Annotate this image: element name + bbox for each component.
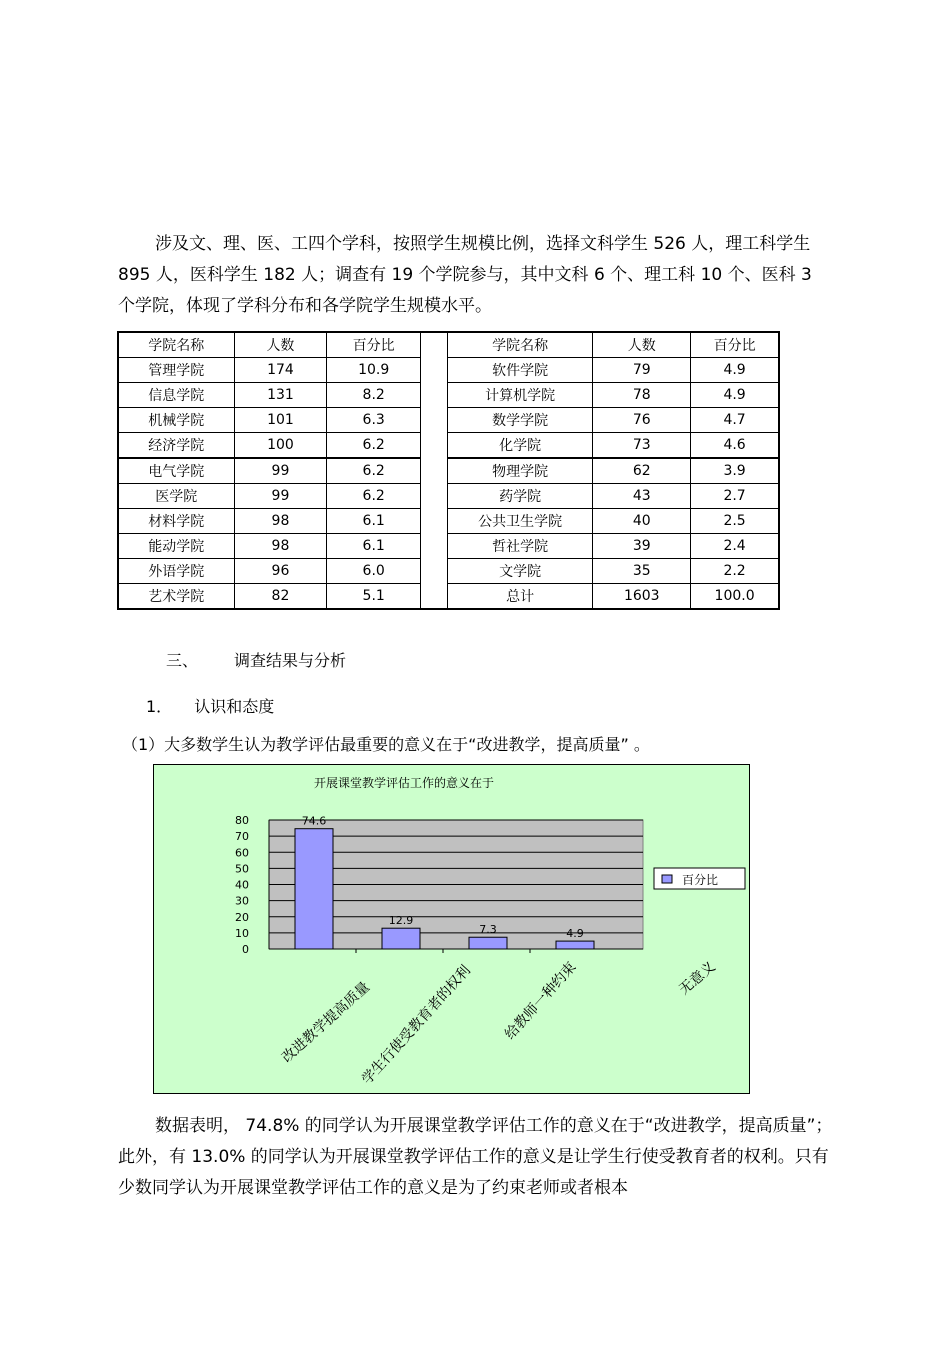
bar: [382, 928, 420, 949]
table-cell: 电气学院: [118, 458, 234, 484]
table-cell: 公共卫生学院: [447, 509, 592, 534]
table-gap: [421, 332, 448, 358]
table-cell: 79: [593, 358, 691, 383]
legend-swatch: [662, 875, 672, 883]
table-cell: 40: [593, 509, 691, 534]
table-cell: 73: [593, 433, 691, 459]
intro-paragraph: [118, 229, 833, 322]
x-category-label: 无意义: [676, 958, 719, 999]
finding-item: （1）大多数学生认为教学评估最重要的意义在于“改进教学，提高质量” 。: [122, 735, 650, 754]
table-cell: 98: [234, 534, 327, 559]
y-tick-label: 50: [235, 862, 249, 876]
table-cell: 39: [593, 534, 691, 559]
y-tick-label: 70: [235, 830, 249, 844]
table-cell: 4.9: [691, 383, 779, 408]
conclusion-paragraph: [118, 1111, 833, 1204]
y-tick-label: 40: [235, 878, 249, 892]
data-label: 12.9: [388, 914, 414, 928]
table-cell: 软件学院: [447, 358, 592, 383]
table-cell: 机械学院: [118, 408, 234, 433]
bar: [469, 937, 507, 949]
chart-canvas: [154, 765, 751, 1095]
conclusion-text: 数据表明， 74.8% 的同学认为开展课堂教学评估工作的意义在于“改进教学，提高质量”；此外，有 13.0% 的同学认为开展课堂教学评估工作的意义是让学生行使受教育者的权利。只有少数同学认为开展课堂教学评估工作的意义是为了约束老师或者根本: [118, 1116, 833, 1198]
table-cell: 6.2: [327, 484, 421, 509]
table-cell: 76: [593, 408, 691, 433]
table-cell: 100: [234, 433, 327, 459]
table-cell: 2.2: [691, 559, 779, 584]
y-tick-label: 0: [242, 943, 249, 956]
table-gap: [421, 433, 448, 459]
intro-text: 涉及文、理、医、工四个学科，按照学生规模比例，选择文科学生 526 人，理工科学生 895 人，医科学生 182 人；调查有 19 个学院参与，其中文科 6 个、理工科 10 个、医科 3 个学院，体现了学科分布和各学院学生规模水平。: [118, 234, 812, 316]
table-row: [118, 408, 779, 433]
table-cell: 131: [234, 383, 327, 408]
legend-label: 百分比: [682, 873, 719, 887]
table-cell: 2.4: [691, 534, 779, 559]
data-label: 7.3: [479, 923, 497, 937]
table-gap: [421, 509, 448, 534]
college-sample-table: [117, 331, 780, 610]
section-number: 三、: [166, 651, 199, 670]
table-gap: [421, 383, 448, 408]
table-cell: 2.5: [691, 509, 779, 534]
subsection-number: 1．: [146, 697, 173, 716]
table-cell: 78: [593, 383, 691, 408]
table-cell: 文学院: [447, 559, 592, 584]
table-row: [118, 484, 779, 509]
table-cell: 98: [234, 509, 327, 534]
table-cell: 174: [234, 358, 327, 383]
subsection-title: 认识和态度: [194, 697, 275, 716]
subsection-heading: [146, 694, 274, 717]
table-gap: [421, 408, 448, 433]
table-cell: 艺术学院: [118, 584, 234, 610]
table-row: [118, 458, 779, 484]
column-header: 学院名称: [118, 332, 234, 358]
table-cell: 医学院: [118, 484, 234, 509]
table-cell: 材料学院: [118, 509, 234, 534]
y-tick-label: 10: [235, 926, 249, 940]
table-cell: 化学院: [447, 433, 592, 459]
table-cell: 药学院: [447, 484, 592, 509]
table-cell: 6.1: [327, 534, 421, 559]
table-row: [118, 358, 779, 383]
x-category-label: 学生行使受教育者的权利: [359, 962, 475, 1088]
table-cell: 99: [234, 458, 327, 484]
table-row: [118, 433, 779, 459]
table-cell: 6.0: [327, 559, 421, 584]
table-cell: 43: [593, 484, 691, 509]
table-cell: 外语学院: [118, 559, 234, 584]
table-cell: 6.2: [327, 433, 421, 459]
table-row: [118, 383, 779, 408]
bar-chart: [153, 764, 750, 1094]
chart-title: 开展课堂教学评估工作的意义在于: [314, 776, 495, 790]
table-cell: 2.7: [691, 484, 779, 509]
table-cell: 能动学院: [118, 534, 234, 559]
column-header: 百分比: [327, 332, 421, 358]
table-header-row: [118, 332, 779, 358]
table-cell: 3.9: [691, 458, 779, 484]
table-cell: 6.2: [327, 458, 421, 484]
column-header: 学院名称: [447, 332, 592, 358]
table-row: [118, 559, 779, 584]
table-cell: 10.9: [327, 358, 421, 383]
table-cell: 101: [234, 408, 327, 433]
table-gap: [421, 458, 448, 484]
table-gap: [421, 484, 448, 509]
table-cell: 总计: [447, 584, 592, 610]
y-tick-label: 60: [235, 846, 249, 860]
data-label: 74.6: [301, 814, 327, 828]
table-cell: 62: [593, 458, 691, 484]
column-header: 人数: [593, 332, 691, 358]
table-cell: 信息学院: [118, 383, 234, 408]
table-cell: 管理学院: [118, 358, 234, 383]
table-row: [118, 534, 779, 559]
section-heading: [166, 648, 346, 671]
table-cell: 6.1: [327, 509, 421, 534]
table-cell: 计算机学院: [447, 383, 592, 408]
table-cell: 96: [234, 559, 327, 584]
table-cell: 4.9: [691, 358, 779, 383]
table-gap: [421, 584, 448, 610]
table-cell: 哲社学院: [447, 534, 592, 559]
table-cell: 35: [593, 559, 691, 584]
section-title: 调查结果与分析: [234, 651, 347, 670]
table-cell: 100.0: [691, 584, 779, 610]
table-gap: [421, 358, 448, 383]
table-row: [118, 509, 779, 534]
column-header: 人数: [234, 332, 327, 358]
table-cell: 5.1: [327, 584, 421, 610]
bar: [556, 941, 594, 949]
table-row: [118, 584, 779, 610]
x-category-label: 给教师一种约束: [502, 959, 580, 1043]
y-tick-label: 20: [235, 910, 249, 924]
table-cell: 99: [234, 484, 327, 509]
table-cell: 数学学院: [447, 408, 592, 433]
table-cell: 物理学院: [447, 458, 592, 484]
column-header: 百分比: [691, 332, 779, 358]
table-gap: [421, 559, 448, 584]
table-cell: 8.2: [327, 383, 421, 408]
table-cell: 1603: [593, 584, 691, 610]
bar: [295, 829, 333, 949]
table-cell: 4.7: [691, 408, 779, 433]
y-tick-label: 30: [235, 894, 249, 908]
table-gap: [421, 534, 448, 559]
table-cell: 经济学院: [118, 433, 234, 459]
data-label: 4.9: [566, 927, 584, 941]
table-cell: 6.3: [327, 408, 421, 433]
table-cell: 82: [234, 584, 327, 610]
x-category-label: 改进教学提高质量: [278, 979, 373, 1066]
table-cell: 4.6: [691, 433, 779, 459]
y-tick-label: 80: [235, 814, 249, 827]
